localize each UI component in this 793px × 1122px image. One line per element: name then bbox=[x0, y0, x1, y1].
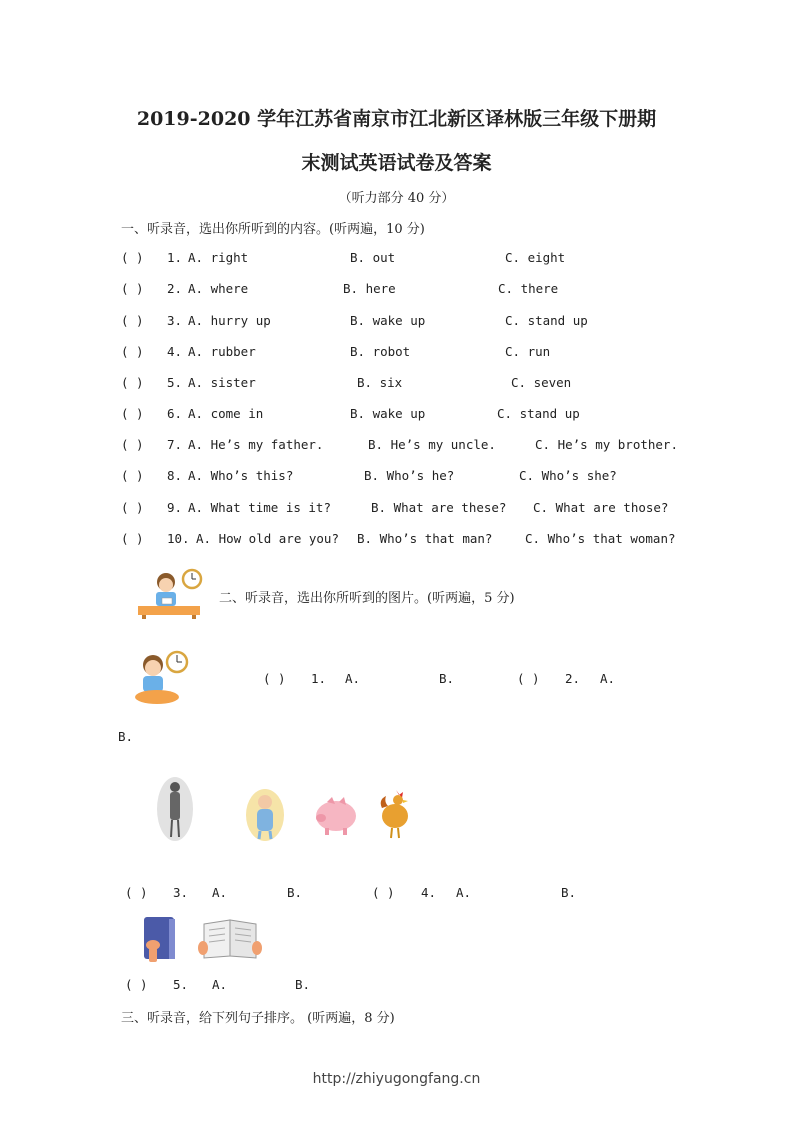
option-a: A. He’s my father. bbox=[188, 437, 324, 452]
question-number: 8. bbox=[167, 468, 183, 483]
option-c: C. He’s my brother. bbox=[535, 437, 678, 452]
option-c: C. stand up bbox=[497, 406, 580, 421]
option-a: A. come in bbox=[188, 406, 264, 421]
answer-paren: ( ) bbox=[121, 313, 144, 328]
question-number: 9. bbox=[167, 500, 183, 515]
answer-paren: ( ) bbox=[121, 344, 144, 359]
section2-heading: 二、听录音，选出你所听到的图片。(听两遍，5 分) bbox=[219, 591, 515, 606]
closed-book-icon bbox=[141, 915, 179, 965]
q2-option-b: B. bbox=[118, 729, 134, 744]
option-c: C. What are those? bbox=[533, 500, 669, 515]
option-b: B. wake up bbox=[350, 313, 426, 328]
q2-paren: ( ) bbox=[517, 671, 540, 686]
question-number: 6. bbox=[167, 406, 183, 421]
question-number: 7. bbox=[167, 437, 183, 452]
section3-heading: 三、听录音，给下列句子排序。 (听两遍，8 分) bbox=[121, 1011, 395, 1026]
question-number: 3. bbox=[167, 313, 183, 328]
option-a: A. sister bbox=[188, 375, 256, 390]
page-title-line2: 末测试英语试卷及答案 bbox=[301, 152, 492, 174]
boy-clock-icon bbox=[131, 647, 191, 707]
option-a: A. How old are you? bbox=[196, 531, 339, 546]
subtitle: （听力部分 40 分） bbox=[338, 191, 455, 206]
option-c: C. eight bbox=[505, 250, 566, 265]
option-c: C. Who’s that woman? bbox=[525, 531, 676, 546]
option-b: B. robot bbox=[350, 344, 411, 359]
boy-desk-clock-icon bbox=[136, 568, 206, 620]
option-b: B. Who’s he? bbox=[364, 468, 455, 483]
option-a: A. where bbox=[188, 281, 249, 296]
option-c: C. seven bbox=[511, 375, 572, 390]
question-number: 4. bbox=[167, 344, 183, 359]
q3-number: 3. bbox=[173, 885, 189, 900]
rooster-icon bbox=[378, 788, 412, 840]
option-b: B. out bbox=[350, 250, 396, 265]
option-b: B. six bbox=[357, 375, 403, 390]
q3-option-b: B. bbox=[287, 885, 303, 900]
woman-icon bbox=[156, 775, 194, 843]
option-a: A. hurry up bbox=[188, 313, 271, 328]
answer-paren: ( ) bbox=[121, 375, 144, 390]
q3-option-a: A. bbox=[212, 885, 228, 900]
question-number: 2. bbox=[167, 281, 183, 296]
q2-number: 2. bbox=[565, 671, 581, 686]
answer-paren: ( ) bbox=[121, 406, 144, 421]
option-c: C. there bbox=[498, 281, 559, 296]
answer-paren: ( ) bbox=[121, 437, 144, 452]
section1-heading: 一、听录音，选出你所听到的内容。(听两遍，10 分) bbox=[121, 222, 425, 237]
option-b: B. He’s my uncle. bbox=[368, 437, 496, 452]
answer-paren: ( ) bbox=[121, 500, 144, 515]
pig-icon bbox=[313, 794, 359, 836]
q4-number: 4. bbox=[421, 885, 437, 900]
option-b: B. wake up bbox=[350, 406, 426, 421]
answer-paren: ( ) bbox=[121, 468, 144, 483]
option-b: B. Who’s that man? bbox=[357, 531, 493, 546]
q1-option-a: A. bbox=[345, 671, 361, 686]
answer-paren: ( ) bbox=[121, 531, 144, 546]
question-number: 5. bbox=[167, 375, 183, 390]
q2-option-a: A. bbox=[600, 671, 616, 686]
page-title-line1: 2019-2020 学年江苏省南京市江北新区译林版三年级下册期 bbox=[136, 108, 657, 130]
option-b: B. What are these? bbox=[371, 500, 507, 515]
answer-paren: ( ) bbox=[121, 250, 144, 265]
q3-paren: ( ) bbox=[125, 885, 148, 900]
q5-number: 5. bbox=[173, 977, 189, 992]
q4-option-a: A. bbox=[456, 885, 472, 900]
answer-paren: ( ) bbox=[121, 281, 144, 296]
q5-option-b: B. bbox=[295, 977, 311, 992]
option-c: C. run bbox=[505, 344, 551, 359]
option-a: A. rubber bbox=[188, 344, 256, 359]
footer-url: http://zhiyugongfang.cn bbox=[312, 1071, 481, 1087]
q1-paren: ( ) bbox=[263, 671, 286, 686]
q4-option-b: B. bbox=[561, 885, 577, 900]
option-a: A. What time is it? bbox=[188, 500, 331, 515]
option-b: B. here bbox=[343, 281, 396, 296]
option-a: A. right bbox=[188, 250, 249, 265]
q5-paren: ( ) bbox=[125, 977, 148, 992]
option-a: A. Who’s this? bbox=[188, 468, 294, 483]
q5-option-a: A. bbox=[212, 977, 228, 992]
question-number: 10. bbox=[167, 531, 190, 546]
q1-option-b: B. bbox=[439, 671, 455, 686]
open-book-icon bbox=[198, 916, 262, 962]
option-c: C. stand up bbox=[505, 313, 588, 328]
option-c: C. Who’s she? bbox=[519, 468, 617, 483]
q4-paren: ( ) bbox=[372, 885, 395, 900]
baby-icon bbox=[245, 788, 285, 842]
question-number: 1. bbox=[167, 250, 183, 265]
q1-number: 1. bbox=[311, 671, 327, 686]
